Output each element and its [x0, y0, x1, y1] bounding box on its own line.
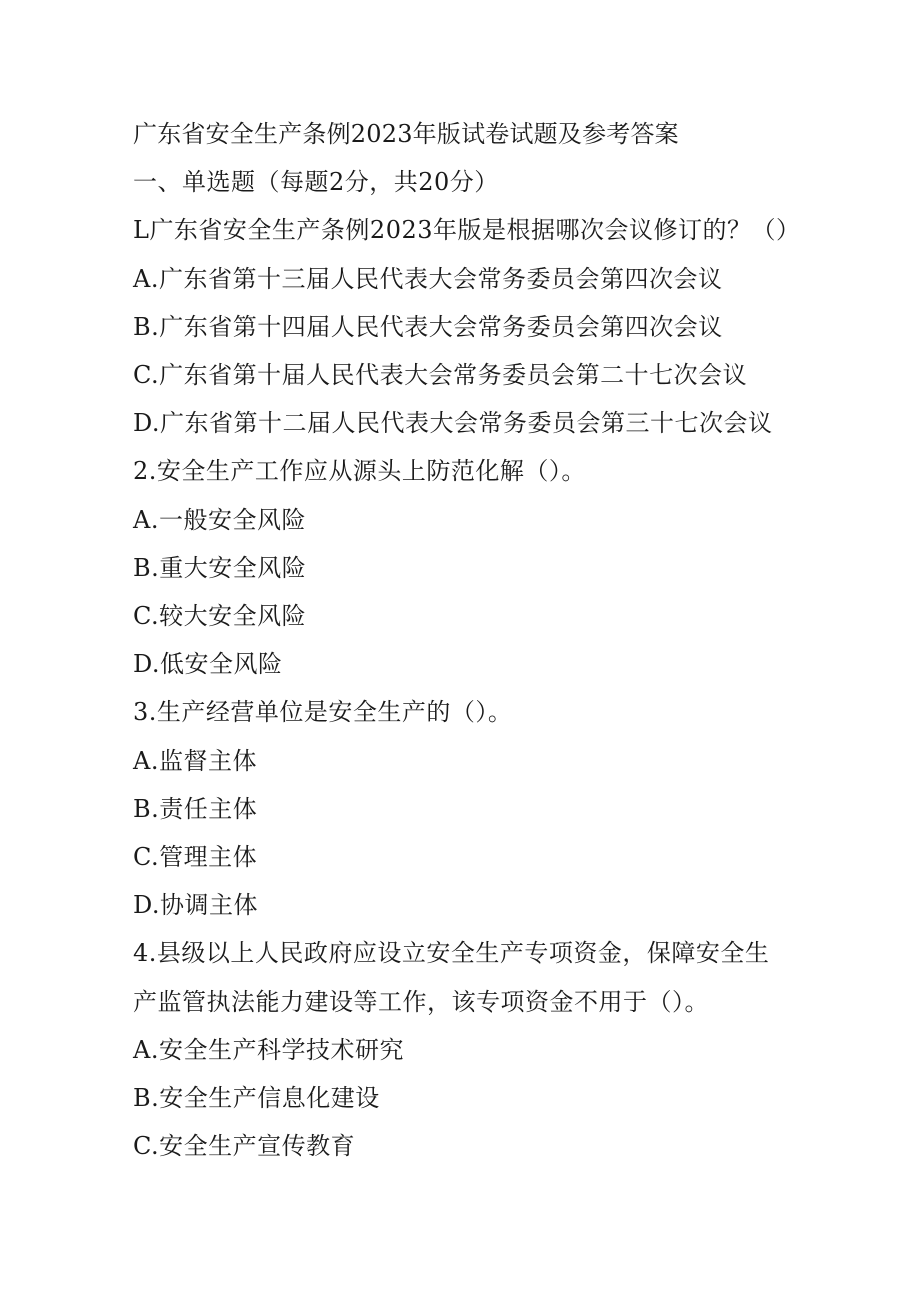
question-1-option-b: B.广东省第十四届人民代表大会常务委员会第四次会议 — [133, 312, 723, 341]
question-1-option-a: A.广东省第十三届人民代表大会常务委员会第四次会议 — [133, 264, 723, 293]
question-1-option-c: C.广东省第十届人民代表大会常务委员会第二十七次会议 — [133, 361, 748, 390]
section-heading: 一、单选题（每题2分，共20分） — [133, 168, 499, 197]
question-3-option-b: B.责任主体 — [133, 794, 258, 823]
document-title: 广东省安全生产条例2023年版试卷试题及参考答案 — [133, 120, 679, 148]
question-2-option-a: A.一般安全风险 — [133, 505, 306, 534]
question-3-option-a: A.监督主体 — [133, 746, 257, 775]
question-2-option-b: B.重大安全风险 — [133, 553, 307, 582]
question-4-option-a: A.安全生产科学技术研究 — [133, 1035, 404, 1064]
question-3-option-c: C.管理主体 — [133, 843, 258, 872]
question-4-option-b: B.安全生产信息化建设 — [133, 1084, 380, 1113]
question-2-stem: 2.安全生产工作应从源头上防范化解（）。 — [133, 457, 586, 486]
question-2-option-d: D.低安全风险 — [133, 650, 283, 679]
question-1-option-d: D.广东省第十二届人民代表大会常务委员会第三十七次会议 — [133, 409, 773, 438]
question-4-option-c: C.安全生产宣传教育 — [133, 1132, 356, 1161]
question-2-option-c: C.较大安全风险 — [133, 602, 307, 631]
document-body — [133, 110, 813, 1170]
question-4-stem-line-1: 4.县级以上人民政府应设立安全生产专项资金，保障安全生 — [133, 939, 770, 968]
question-3-stem: 3.生产经营单位是安全生产的（）。 — [133, 698, 513, 727]
question-3-option-d: D.协调主体 — [133, 891, 259, 920]
question-1-stem: L广东省安全生产条例2023年版是根据哪次会议修订的？（） — [133, 216, 801, 245]
question-4-stem-line-2: 产监管执法能力建设等工作，该专项资金不用于（）。 — [133, 987, 709, 1016]
